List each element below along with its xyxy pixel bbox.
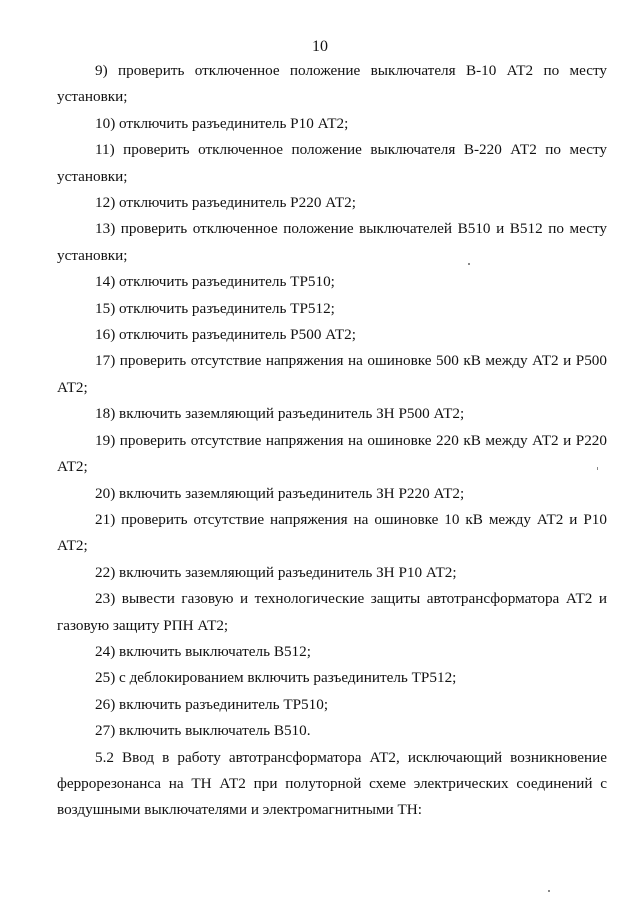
list-item: 22) включить заземляющий разъединитель ЗН Р10 АТ2; bbox=[95, 563, 457, 581]
scan-speck bbox=[548, 890, 550, 892]
list-item: 16) отключить разъединитель Р500 АТ2; bbox=[95, 326, 356, 344]
section-paragraph: 5.2 Ввод в работу автотрансформатора АТ2, исключающий возникновение феррорезонанса на ТН АТ2 при полуторной схеме электрических соединений с воздушными выключателями и электромагнитными ТН: bbox=[57, 748, 607, 819]
list-item: 24) включить выключатель В512; bbox=[95, 642, 311, 660]
page-number: 10 bbox=[312, 38, 328, 55]
list-item: 25) с деблокированием включить разъединитель ТР512; bbox=[95, 669, 457, 687]
scan-speck bbox=[468, 263, 470, 265]
list-item: 14) отключить разъединитель ТР510; bbox=[95, 273, 335, 291]
list-item: 13) проверить отключенное положение выключателей В510 и В512 по месту установки; bbox=[57, 220, 607, 264]
page-content bbox=[57, 58, 607, 824]
list-item: 21) проверить отсутствие напряжения на ошиновке 10 кВ между АТ2 и Р10 АТ2; bbox=[57, 510, 607, 555]
list-item: 23) вывести газовую и технологические защиты автотрансформатора АТ2 и газовую защиту РПН АТ2; bbox=[57, 590, 607, 634]
scan-speck bbox=[597, 467, 598, 470]
list-item: 20) включить заземляющий разъединитель ЗН Р220 АТ2; bbox=[95, 484, 465, 502]
list-item: 11) проверить отключенное положение выключателя В-220 АТ2 по месту установки; bbox=[57, 141, 607, 185]
list-item: 12) отключить разъединитель Р220 АТ2; bbox=[95, 194, 356, 212]
list-item: 15) отключить разъединитель ТР512; bbox=[95, 299, 335, 317]
list-item: 9) проверить отключенное положение выключателя В-10 АТ2 по месту установки; bbox=[57, 62, 607, 106]
list-item: 10) отключить разъединитель Р10 АТ2; bbox=[95, 114, 349, 132]
list-item: 27) включить выключатель В510. bbox=[95, 722, 311, 740]
list-item: 17) проверить отсутствие напряжения на ошиновке 500 кВ между АТ2 и Р500 АТ2; bbox=[57, 352, 607, 396]
list-item: 18) включить заземляющий разъединитель ЗН Р500 АТ2; bbox=[95, 405, 465, 423]
list-item: 19) проверить отсутствие напряжения на ошиновке 220 кВ между АТ2 и Р220 АТ2; bbox=[57, 431, 607, 476]
list-item: 26) включить разъединитель ТР510; bbox=[95, 695, 329, 713]
